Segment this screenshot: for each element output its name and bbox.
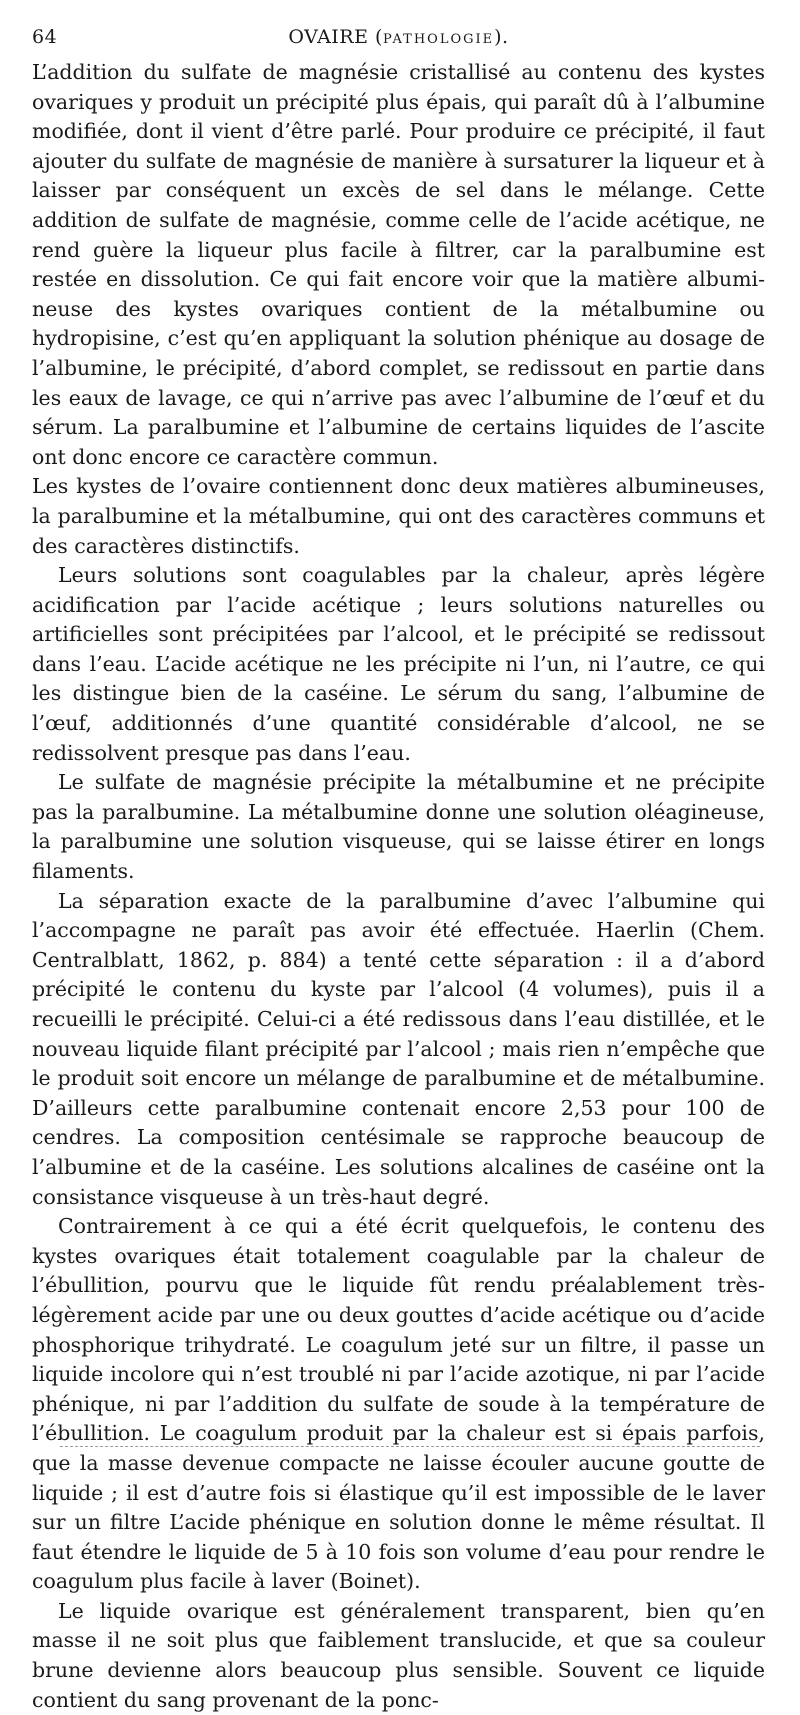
paragraph-6: Contrairement à ce qui a été écrit quelquefois, le contenu des kystes ovariques était totalement coagulable par la chaleur de l’ébullition, pourvu que le liquide fût rendu préalablement très-légèrement acide par une ou deux gouttes d’acide acétique ou d’acide phosphorique trihydraté. Le coagulum jeté sur un filtre, il passe un liquide incolore qui n’est troublé ni par l’acide azotique, ni par l’acide phénique, ni par l’addition du sulfate de soude à la température de l’ébullition. Le coagulum produit par la chaleur est si épais parfois, que la masse devenue compacte ne laisse écouler aucune goutte de liquide ; il est d’autre fois si élastique qu’il est impossible de le laver sur un filtre L’acide phénique en solution donne le même résultat. Il faut étendre le liquide de 5 à 10 fois son volume d’eau pour rendre le coagulum plus facile à laver (Boinet). <box>32 1214 765 1594</box>
running-head-small: PATHOLOGIE <box>382 32 495 47</box>
running-head-end: ). <box>494 26 509 48</box>
paragraph-5: La séparation exacte de la paralbumine d’avec l’albumine qui l’accompagne ne paraît pas avoir été effectuée. Haerlin (Chem. Centralblatt, 1862, p. 884) a tenté cette séparation : il a d’abord précipité le contenu du kyste par l’alcool (4 volumes), puis il a recueilli le précipité. Celui-ci a été redissous dans l’eau distillée, et le nouveau liquide filant précipité par l’alcool ; mais rien n’empêche que le produit soit encore un mélange de paralbumine et de métalbumine. D’ailleurs cette paralbumine contenait encore 2,53 pour 100 de cendres. La composition centésimale se rapproche beaucoup de l’albumine et de la caséine. Les solutions alcalines de caséine ont la consistance visqueuse à un très-haut degré. <box>32 888 765 1209</box>
running-head-main: OVAIRE ( <box>288 26 383 48</box>
page <box>32 26 765 1715</box>
paragraph-2: Les kystes de l’ovaire contiennent donc deux matières albumineuses, la paralbumine et la métalbumine, qui ont des caractères communs et des caractères distinctifs. <box>32 474 765 558</box>
footer-divider <box>60 1446 760 1447</box>
page-header <box>32 26 765 58</box>
page-number: 64 <box>32 26 58 48</box>
paragraph-3: Leurs solutions sont coagulables par la chaleur, après légère acidification par l’acide acétique ; leurs solutions naturelles ou artificielles sont précipitées par l’alcool, et le précipité se redissout dans l’eau. L’acide acétique ne les précipite ni l’un, ni l’autre, ce qui les distingue bien de la caséine. Le sérum du sang, l’albumine de l’œuf, additionnés d’une quantité considérable d’alcool, ne se redissolvent presque pas dans l’eau. <box>32 563 765 765</box>
paragraph-4: Le sulfate de magnésie précipite la métalbumine et ne précipite pas la paralbumine. La métalbumine donne une solution oléagineuse, la paralbumine une solution visqueuse, qui se laisse étirer en longs filaments. <box>32 770 765 884</box>
running-head <box>32 26 765 48</box>
paragraph-1: L’addition du sulfate de magnésie cristallisé au contenu des kystes ovariques y produit un précipité plus épais, qui paraît dû à l’albumine modifiée, dont il vient d’être parlé. Pour produire ce précipité, il faut ajouter du sulfate de magnésie de manière à sursaturer la liqueur et à laisser par conséquent un excès de sel dans le mélange. Cette addition de sulfate de magnésie, comme celle de l’acide acétique, ne rend guère la liqueur plus facile à filtrer, car la paralbumine est restée en dissolution. Ce qui fait encore voir que la matière albumineuse des kystes ovariques contient de la métalbumine ou hydropisine, c’est qu’en appliquant la solution phénique au dosage de l’albumine, le précipité, d’abord complet, se redissout en partie dans les eaux de lavage, ce qui n’arrive pas avec l’albumine de l’œuf et du sérum. La paralbumine et l’albumine de certains liquides de l’ascite ont donc encore ce caractère commun. <box>32 60 765 469</box>
body-text <box>32 58 765 1715</box>
paragraph-7: Le liquide ovarique est généralement transparent, bien qu’en masse il ne soit plus que faiblement translucide, et que sa couleur brune devienne alors beaucoup plus sensible. Souvent ce liquide contient du sang provenant de la ponc- <box>32 1598 765 1712</box>
